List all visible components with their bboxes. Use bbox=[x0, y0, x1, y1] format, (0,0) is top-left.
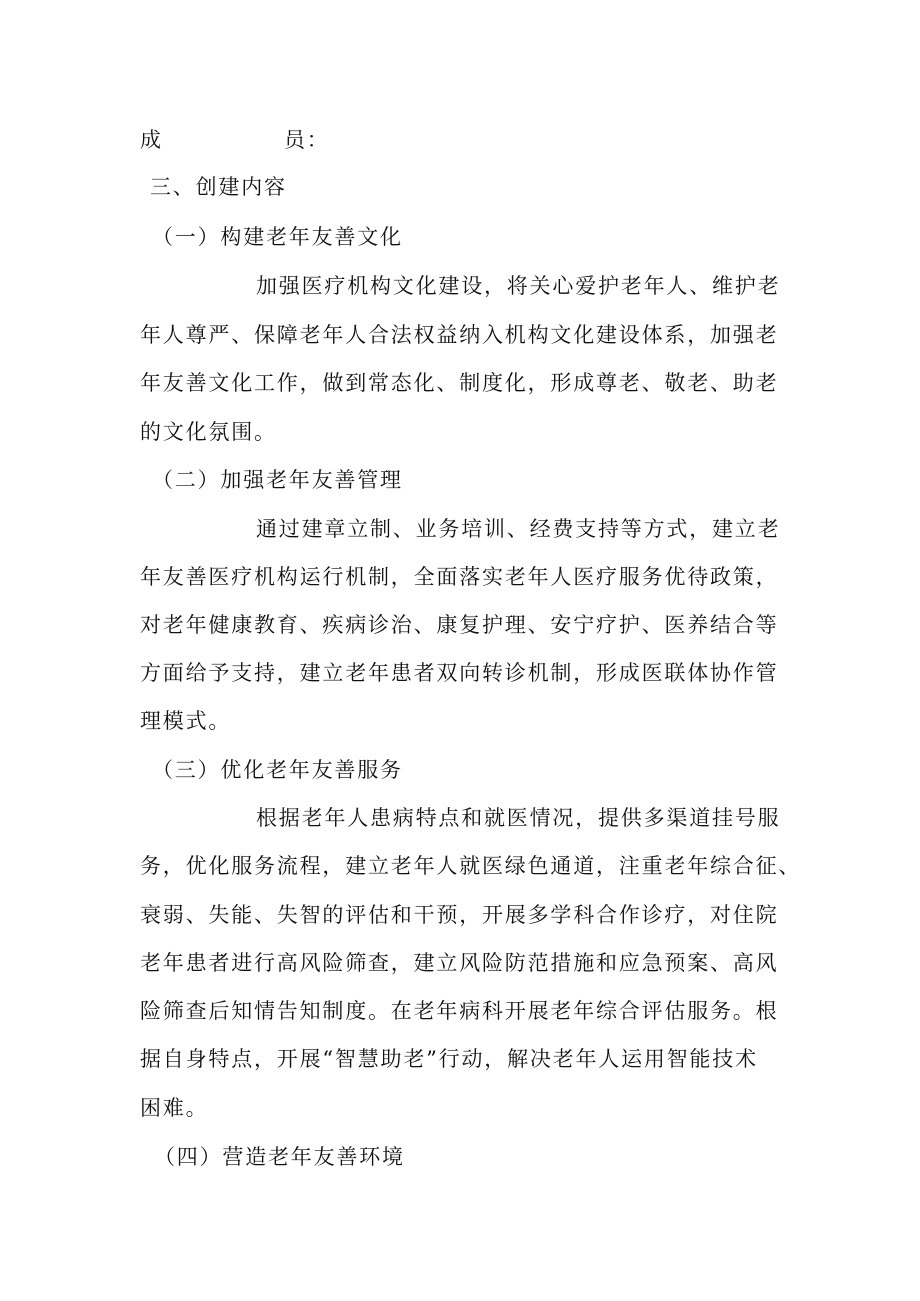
section-3-line-6: 据自身特点，开展“智慧助老”行动，解决老年人运用智能技术 bbox=[140, 1047, 758, 1071]
section-4-heading: （四）营造老年友善环境 bbox=[154, 1145, 405, 1169]
section-2-line-3: 对老年健康教育、疾病诊治、康复护理、安宁疗护、医养结合等 bbox=[140, 613, 779, 637]
section-1-line-1: 加强医疗机构文化建设，将关心爱护老年人、维护老 bbox=[256, 274, 781, 298]
section-title: 三、创建内容 bbox=[150, 175, 287, 199]
section-3-line-5: 险筛查后知情告知制度。在老年病科开展老年综合评估服务。根 bbox=[140, 999, 779, 1023]
section-1-line-3: 年友善文化工作，做到常态化、制度化，形成尊老、敬老、助老 bbox=[140, 371, 779, 395]
section-3-line-2: 务，优化服务流程，建立老年人就医绿色通道，注重老年综合征、 bbox=[140, 854, 802, 878]
section-3-line-3: 衰弱、失能、失智的评估和干预，开展多学科合作诊疗，对住院 bbox=[140, 903, 779, 927]
section-3-line-7: 困难。 bbox=[140, 1096, 209, 1120]
section-3-line-1: 根据老年人患病特点和就医情况，提供多渠道挂号服 bbox=[256, 806, 781, 830]
section-1-line-2: 年人尊严、保障老年人合法权益纳入机构文化建设体系，加强老 bbox=[140, 323, 779, 347]
section-1-heading: （一）构建老年友善文化 bbox=[152, 225, 403, 249]
section-2-line-1: 通过建章立制、业务培训、经费支持等方式，建立老 bbox=[256, 517, 781, 541]
members-label-left: 成 bbox=[140, 128, 163, 152]
section-3-line-4: 老年患者进行高风险筛查，建立风险防范措施和应急预案、高风 bbox=[140, 951, 779, 975]
section-2-line-2: 年友善医疗机构运行机制，全面落实老年人医疗服务优待政策， bbox=[140, 565, 779, 589]
section-3-heading: （三）优化老年友善服务 bbox=[152, 758, 403, 782]
section-2-heading: （二）加强老年友善管理 bbox=[152, 468, 403, 492]
section-2-line-5: 理模式。 bbox=[140, 709, 232, 733]
section-1-line-4: 的文化氛围。 bbox=[140, 420, 277, 444]
members-label-right: 员： bbox=[284, 128, 330, 152]
section-2-line-4: 方面给予支持，建立老年患者双向转诊机制，形成医联体协作管 bbox=[140, 661, 779, 685]
